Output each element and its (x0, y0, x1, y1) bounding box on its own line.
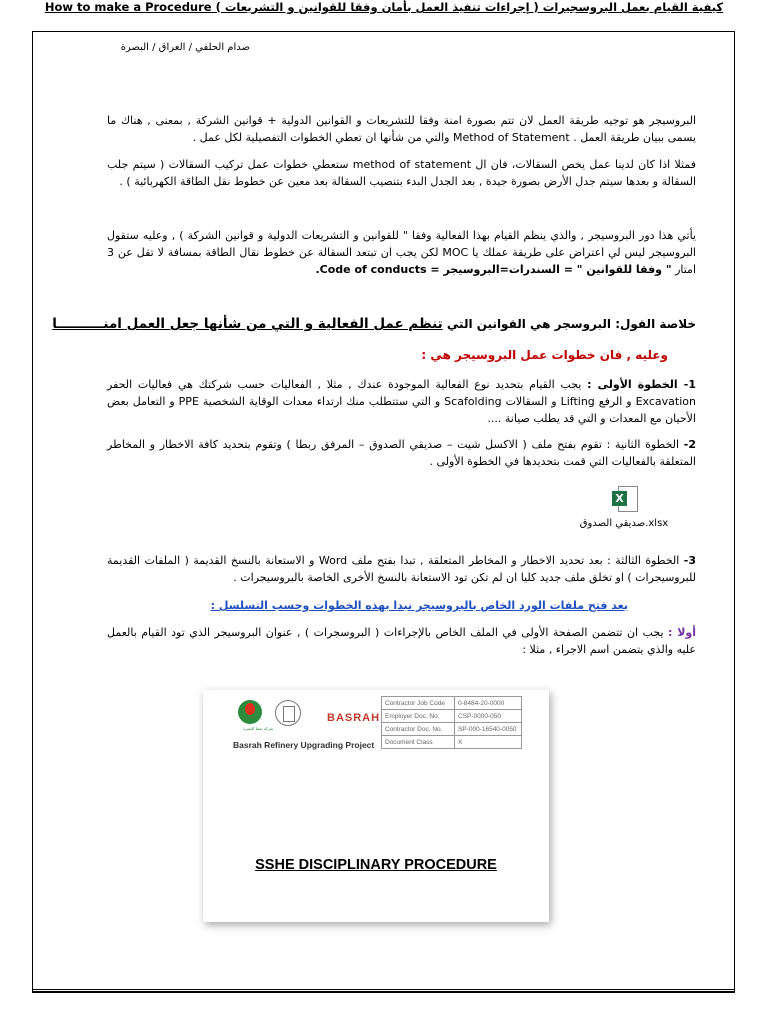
step-3-label: 3- (683, 554, 696, 567)
summary-emphasis: تنظم عمل الفعالية و التي من شأنها جعل العمل امنــــــــــا (52, 316, 443, 332)
step-1-text: يجب القيام بتحديد نوع الفعالية الموجودة عندك , مثلا , الفعاليات حسب شركتك هي فعاليات الحفر Excavation و الرفع Lifting و السقالات Scafolding و التي ستتطلب منك ارتداء معدات الوقاية الشخصية PPE و التعامل بعض الأحيان مع المعدات و التي قد يطلب صيانة .... (107, 378, 696, 425)
basrah-oil-logo-icon (238, 700, 262, 724)
step-1-label: 1- الخطوة الأولى : (587, 378, 696, 391)
excel-attachment[interactable] (578, 484, 670, 529)
table-cell-key: Employer Doc. No. (382, 710, 455, 723)
table-cell-key: Document Class (382, 736, 455, 749)
excel-attachment-filename[interactable]: صديقي الصدوق.xlsx (579, 518, 669, 529)
basrah-logo-text: BASRAH (327, 712, 381, 724)
document-info-table (381, 696, 522, 749)
table-row (382, 736, 522, 749)
company-logos (233, 700, 383, 734)
table-cell-value: X (455, 736, 522, 749)
paragraph-procedure-role-bold: " وفقا للقوانين " = السندرات=البروسيجر = Code of conducts. (315, 263, 672, 276)
table-cell-key: Contractor Job Code (382, 697, 455, 710)
embedded-procedure-cover (203, 690, 549, 922)
refinery-logo-icon (275, 700, 301, 726)
step-1 (107, 376, 696, 427)
logo-subtitle: شركة نفط البصرة (243, 726, 274, 731)
first-item (107, 624, 696, 658)
paragraph-scaffolding-example: فمثلا اذا كان لدينا عمل يخص السقالات، فان ال method of statement ستعطي خطوات عمل تركيب السقالات ( سيتم جلب السقالة و بعدها سيتم جدل الأرض بصورة جيدة , بعد الجدل البدء بتنصيب السقالة بعد معين عن خطوط نقل الطاقة الكهربائية ) . (107, 158, 696, 188)
table-cell-value: CSP-0000-050 (455, 710, 522, 723)
step-3-text: الخطوة الثالثة : بعد تحديد الاخطار و المخاطر المتعلقة , تبدا بفتح ملف Word و الاستعانة بالنسخ القديمة ( الملفات القديمة للبروسيجرات ) او تخلق ملف جديد كليا ان لم تكن تود الاستعانة بالنسخ الأخرى الخاصة بالبروسيجرات . (107, 554, 696, 584)
steps-heading: وعليه , فان خطوات عمل البروسيجر هي : (421, 348, 668, 362)
page-bottom-rule (32, 989, 735, 993)
word-steps-heading: بعد فتح ملفات الورد الخاص بالبروسيجر نبدا بهذه الخطوات وحسب التسلسل : (210, 599, 628, 612)
paragraph-procedure-definition: البروسيجر هو توجيه طريقة العمل لان تتم بصورة امنة وفقا للتشريعات و القوانين الدولية + قوانين الشركة , بمعنى , هناك ما يسمى ببيان طريقة العمل . Method of Statement والتي من شأنها ان تعطي الخطوات التفصيلية لكل عمل . (107, 114, 696, 144)
step-2 (107, 436, 696, 470)
table-cell-key: Contractor Doc. No. (382, 723, 455, 736)
author-line: صدام الحلفي / العراق / البصرة (120, 42, 250, 53)
step-2-text: الخطوة الثانية : تقوم بفتح ملف ( الاكسل شيت – صديقي الصدوق – المرفق ربطا ) وتقوم بتحديد كافة الاخطار و المخاطر المتعلقة بالفعاليات التي قمت بتحديدها في الخطوة الأولى . (107, 438, 696, 468)
step-2-label: 2- (683, 438, 696, 451)
document-title: كيفية القيام بعمل البروسجيرات ( إجراءات تنفيذ العمل بأمان وفقا للقوانين و التشريعات ) How to make a Procedure (44, 0, 724, 14)
paragraph-procedure-role (107, 227, 696, 278)
step-3 (107, 552, 696, 586)
table-row (382, 710, 522, 723)
project-name: Basrah Refinery Upgrading Project (233, 740, 375, 750)
table-row (382, 723, 522, 736)
first-item-label: أولا : (668, 626, 696, 639)
paragraph-procedure-role-text: يأتي هذا دور البروسيجر , والذي ينظم القيام بهذا الفعالية وفقا " للقوانين و التشريعات الدولية و قوانين الشركة ) , وعليه ستقول البروسيجر ليس لي اعتراض على طريقة عملك يا MOC لكن يجب ان تبتعد السقالة عن خطوط نقال الطاقة بمسافة لا تقل عن 3 امتار (107, 229, 696, 276)
table-cell-value: SP-000-16540-0050 (455, 723, 522, 736)
table-row (382, 697, 522, 710)
summary-prefix: خلاصة القول: البروسجر هي القوانين التي (446, 317, 696, 331)
excel-file-icon[interactable]: X (610, 484, 638, 512)
first-item-text: يجب ان تتضمن الصفحة الأولى في الملف الخاص بالإجراءات ( البروسجرات ) , عنوان البروسيجر الذي تود القيام بالعمل عليه والذي يتضمن اسم الاجراء , مثلا : (107, 626, 696, 656)
embedded-document-title: SSHE DISCIPLINARY PROCEDURE (255, 857, 497, 873)
table-cell-value: 0-8484-20-0000 (455, 697, 522, 710)
summary-line (52, 316, 696, 332)
